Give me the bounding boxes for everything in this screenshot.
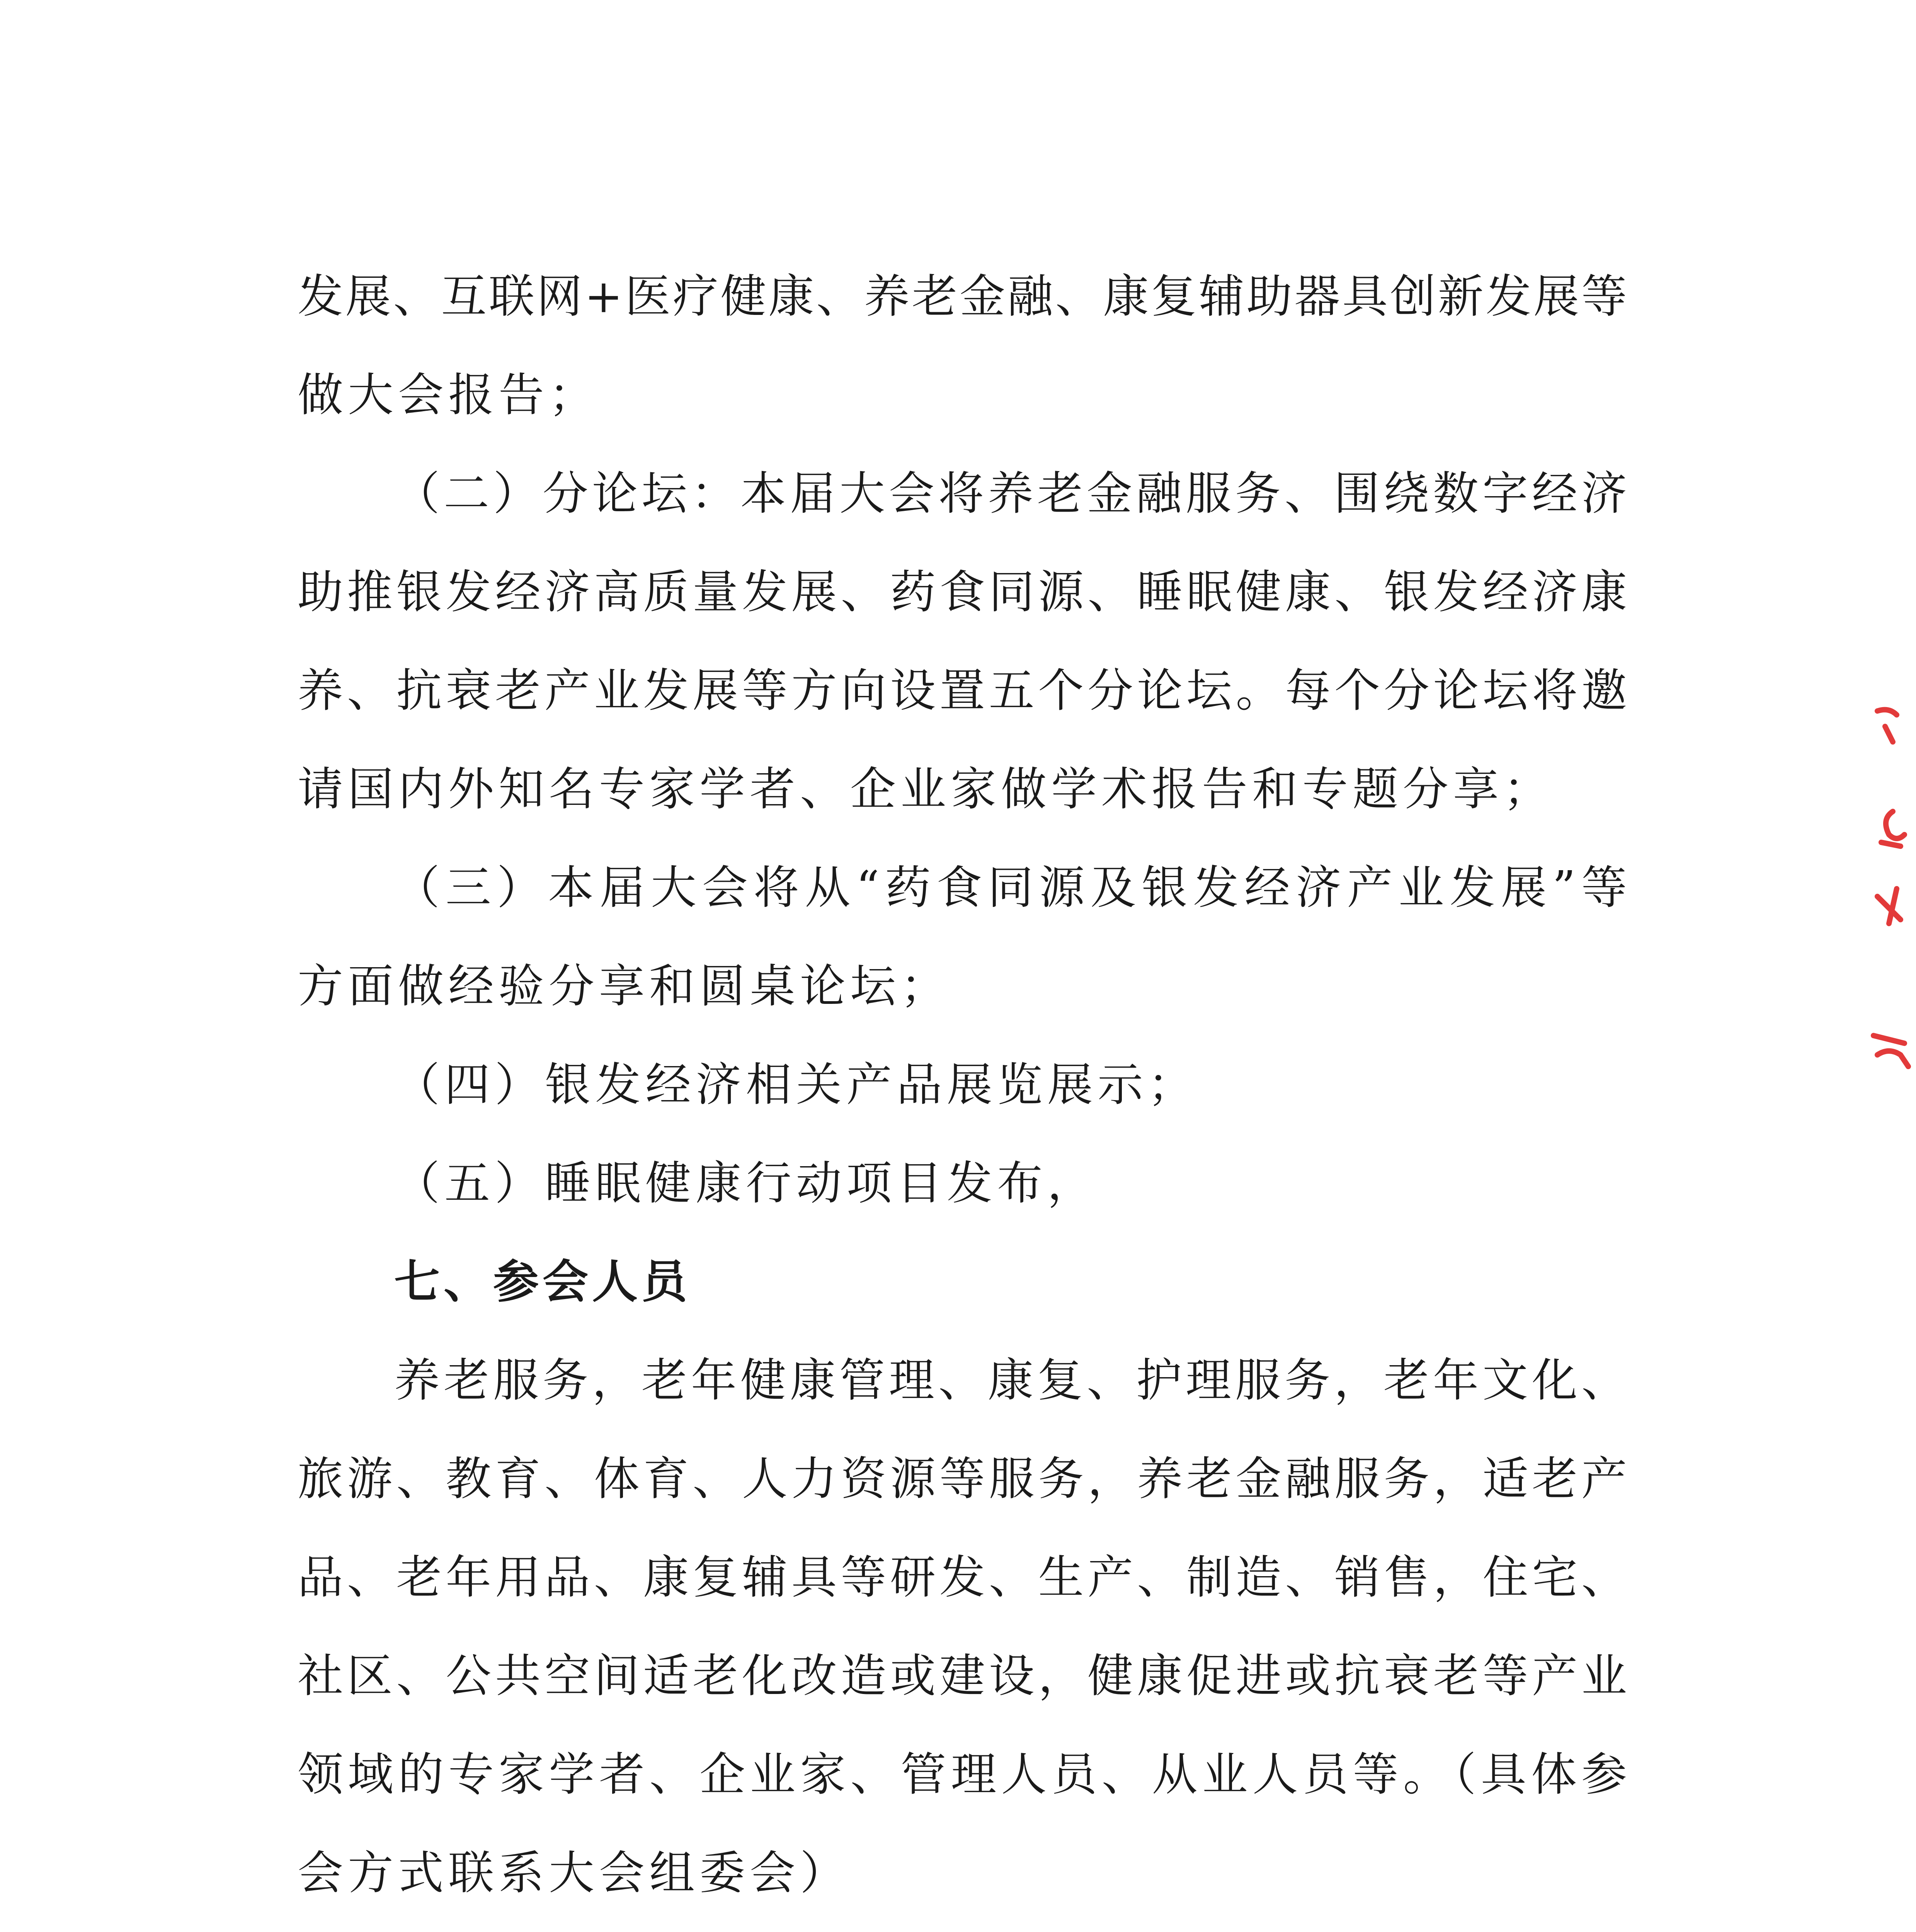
paragraph-line: 请国内外知名专家学者、企业家做学术报告和专题分享； (298, 762, 1554, 816)
paragraph-line: 养老服务，老年健康管理、康复、护理服务，老年文化、 (394, 1354, 1627, 1407)
section-heading-fees (298, 1922, 1627, 1932)
section-heading-attendees: 七、参会人员 (394, 1255, 691, 1308)
paragraph-line: （五）睡眠健康行动项目发布， (394, 1156, 1098, 1210)
paragraph-line: 做大会报告； (298, 368, 599, 422)
paragraph-line: 发展、互联网+医疗健康、养老金融、康复辅助器具创新发展等 (298, 270, 1627, 323)
paragraph-line: 助推银发经济高质量发展、药食同源、睡眠健康、银发经济康 (298, 565, 1627, 619)
paragraph-line: （四）银发经济相关产品展览展示； (394, 1058, 1198, 1111)
paragraph-line: 领域的专家学者、企业家、管理人员、从业人员等。（具体参 (298, 1748, 1627, 1801)
paragraph-line: 会方式联系大会组委会） (298, 1846, 851, 1900)
paragraph-line: 品、老年用品、康复辅具等研发、生产、制造、销售，住宅、 (298, 1551, 1627, 1604)
document-body (298, 247, 1627, 1932)
paragraph-line: 方面做经验分享和圆桌论坛； (298, 959, 951, 1013)
paragraph-line: 旅游、教育、体育、人力资源等服务，养老金融服务，适老产 (298, 1452, 1627, 1505)
paragraph-line: （三）本届大会将从“药食同源及银发经济产业发展”等 (394, 861, 1627, 914)
seal-stamp-fragment (1870, 696, 1916, 1159)
paragraph-line: 养、抗衰老产业发展等方向设置五个分论坛。每个分论坛将邀 (298, 664, 1627, 717)
paragraph-line: 社区、公共空间适老化改造或建设，健康促进或抗衰老等产业 (298, 1649, 1627, 1702)
paragraph-line: （二）分论坛：本届大会将养老金融服务、围绕数字经济 (394, 467, 1627, 520)
